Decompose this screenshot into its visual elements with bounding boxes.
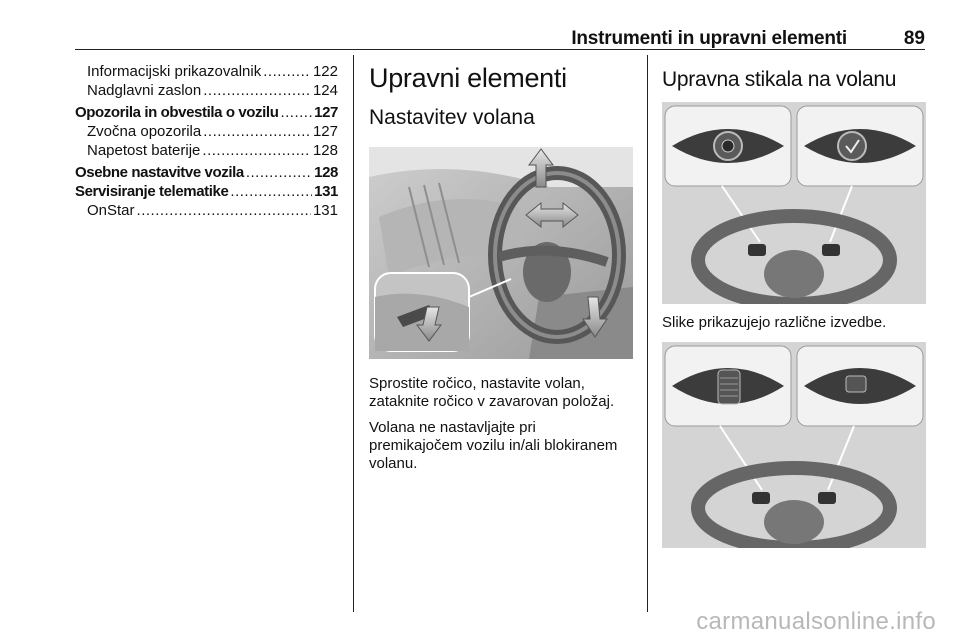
subsection-heading: Nastavitev volana xyxy=(369,106,535,129)
toc-entry[interactable]: Informacijski prikazovalnik ..... 122 xyxy=(75,62,338,81)
page-header xyxy=(75,28,925,50)
column-divider-right xyxy=(647,55,648,612)
section-heading: Upravna stikala na volanu xyxy=(662,68,897,91)
toc-entry[interactable]: Napetost baterije ..... 128 xyxy=(75,141,338,160)
image-caption: Slike prikazujejo različne izvedbe. xyxy=(662,314,887,331)
toc-entry[interactable]: Nadglavni zaslon ..... 124 xyxy=(75,81,338,100)
column-divider-left xyxy=(353,55,354,612)
toc-entry[interactable]: Zvočna opozorila ..... 127 xyxy=(75,122,338,141)
watermark: carmanualsonline.info xyxy=(696,608,936,635)
steering-wheel-controls-image-2 xyxy=(662,342,926,548)
steering-adjustment-section xyxy=(369,60,633,473)
instruction-paragraph: Sprostite ročico, nastavite volan, zataknite ročico v zavarovan položaj. xyxy=(369,375,615,410)
toc-entry[interactable]: Opozorila in obvestila o vozilu ..... 127 xyxy=(75,103,338,122)
steering-adjust-illustration xyxy=(369,147,633,359)
warning-paragraph: Volana ne nastavljajte pri premikajočem vozilu in/ali blokiranem volanu. xyxy=(369,419,618,472)
header-title: Instrumenti in upravni elementi xyxy=(571,28,847,49)
table-of-contents xyxy=(75,62,338,220)
toc-entry[interactable]: Servisiranje telematike ..... 131 xyxy=(75,182,338,201)
steering-wheel-controls-image-1 xyxy=(662,102,926,304)
toc-entry[interactable]: OnStar ..... 131 xyxy=(75,201,338,220)
toc-entry[interactable]: Osebne nastavitve vozila ..... 128 xyxy=(75,163,338,182)
steering-controls-section xyxy=(662,66,926,548)
section-heading: Upravni elementi xyxy=(369,63,567,93)
page-number: 89 xyxy=(903,28,925,49)
